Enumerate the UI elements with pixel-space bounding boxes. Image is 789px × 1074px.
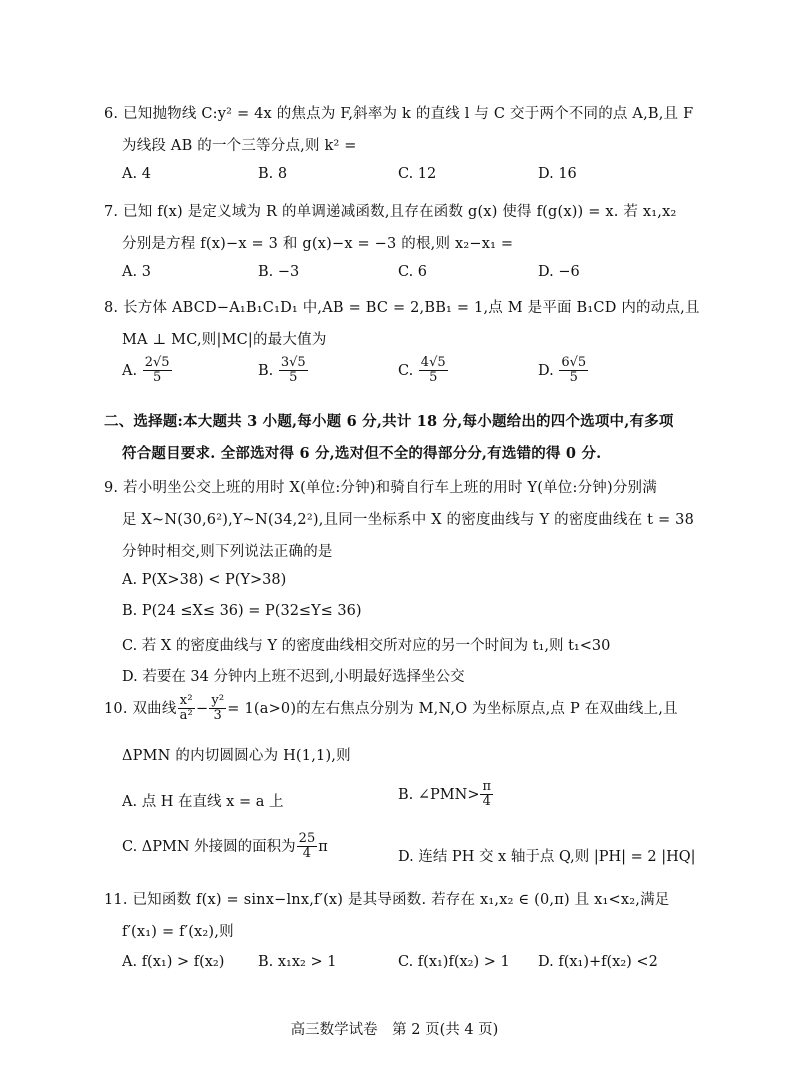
q10-minus-sign: − (195, 700, 209, 717)
q8-option-b-fraction (279, 356, 308, 386)
q8-option-d (538, 356, 589, 386)
q9-option-a: A. P(X>38) < P(Y>38) (122, 572, 287, 588)
q10-option-a: A. 点 H 在直线 x = a 上 (122, 794, 284, 810)
q10-fraction-x (178, 694, 195, 724)
q10-stem-prefix: 10. 双曲线 (104, 700, 177, 717)
q8-stem-line1: 8. 长方体 ABCD−A₁B₁C₁D₁ 中,AB = BC = 2,BB₁ = 1,点 M 是平面 B₁CD 内的动点,且 (104, 300, 700, 316)
q9-option-c: C. 若 X 的密度曲线与 Y 的密度曲线相交所对应的另一个时间为 t₁,则 t₁<30 (122, 638, 611, 654)
q11-option-c: C. f(x₁)f(x₂) > 1 (398, 954, 510, 970)
q8-option-a-numerator: 2√5 (144, 355, 170, 370)
q8-option-a-fraction (143, 356, 172, 386)
q8-option-d-denominator: 5 (569, 370, 578, 386)
q9-stem-line3: 分钟时相交,则下列说法正确的是 (122, 544, 333, 560)
q9-option-b: B. P(24 ≤X≤ 36) = P(32≤Y≤ 36) (122, 603, 362, 619)
q10-stem-line2: ΔPMN 的内切圆圆心为 H(1,1),则 (122, 748, 351, 764)
section2-heading-line2: 符合题目要求. 全部选对得 6 分,选对但不全的得部分分,有选错的得 0 分. (122, 445, 602, 462)
q7-stem-line2: 分别是方程 f(x)−x = 3 和 g(x)−x = −3 的根,则 x₂−x₁ = (122, 236, 514, 252)
q8-option-b (258, 356, 309, 386)
section2-heading-line1: 二、选择题:本大题共 3 小题,每小题 6 分,共计 18 分,每小题给出的四个选项中,有多项 (104, 413, 674, 430)
q10-option-d: D. 连结 PH 交 x 轴于点 Q,则 |PH| = 2 |HQ| (398, 849, 696, 865)
q10-frac2-numerator: y² (211, 693, 225, 708)
q10-frac2-denominator: 3 (213, 708, 223, 724)
q8-option-c (398, 356, 449, 386)
q6-option-d: D. 16 (538, 166, 577, 182)
q6-option-b: B. 8 (258, 166, 288, 182)
q8-option-c-denominator: 5 (429, 370, 438, 386)
q10-option-c-prefix: C. ΔPMN 外接圆的面积为 (122, 838, 296, 855)
q11-option-b: B. x₁x₂ > 1 (258, 954, 337, 970)
q10-option-c (122, 832, 328, 862)
q10-option-b-denominator: 4 (482, 794, 491, 810)
q10-frac1-numerator: x² (179, 693, 193, 708)
q10-stem-line1 (104, 694, 678, 724)
q8-option-c-numerator: 4√5 (420, 355, 446, 370)
q8-option-c-fraction (419, 356, 448, 386)
q10-option-b-numerator: π (482, 779, 492, 794)
q8-option-d-letter: D. (538, 362, 554, 379)
q10-option-b (398, 780, 494, 810)
q7-option-a: A. 3 (122, 264, 151, 280)
q6-option-c: C. 12 (398, 166, 437, 182)
q9-stem-line1: 9. 若小明坐公交上班的用时 X(单位:分钟)和骑自行车上班的用时 Y(单位:分钟)分别满 (104, 480, 657, 496)
q7-option-c: C. 6 (398, 264, 428, 280)
q8-option-d-numerator: 6√5 (561, 355, 587, 370)
q7-stem-line1: 7. 已知 f(x) 是定义域为 R 的单调递减函数,且存在函数 g(x) 使得 f(g(x)) = x. 若 x₁,x₂ (104, 204, 677, 220)
q10-stem-suffix: = 1(a>0)的左右焦点分别为 M,N,O 为坐标原点,点 P 在双曲线上,且 (227, 700, 678, 717)
page-footer: 高三数学试卷 第 2 页(共 4 页) (290, 1022, 499, 1038)
q8-option-d-fraction (559, 356, 588, 386)
q8-option-b-letter: B. (258, 362, 274, 379)
q8-option-a (122, 356, 173, 386)
q11-stem-line2: f′(x₁) = f′(x₂),则 (122, 924, 234, 940)
q10-option-c-denominator: 4 (302, 846, 312, 862)
q11-option-d: D. f(x₁)+f(x₂) <2 (538, 954, 658, 970)
q10-option-b-prefix: B. ∠PMN> (398, 786, 480, 803)
q10-option-c-suffix: π (318, 838, 328, 855)
q8-option-b-denominator: 5 (289, 370, 298, 386)
q10-option-c-fraction (297, 832, 318, 862)
q8-stem-line2: MA ⊥ MC,则|MC|的最大值为 (122, 332, 327, 348)
q8-option-c-letter: C. (398, 362, 414, 379)
q7-option-d: D. −6 (538, 264, 580, 280)
q9-option-d: D. 若要在 34 分钟内上班不迟到,小明最好选择坐公交 (122, 669, 465, 685)
q6-stem-line1: 6. 已知抛物线 C:y² = 4x 的焦点为 F,斜率为 k 的直线 l 与 C 交于两个不同的点 A,B,且 F (104, 106, 694, 122)
q8-option-a-denominator: 5 (152, 370, 162, 386)
q7-option-b: B. −3 (258, 264, 300, 280)
q11-stem-line1: 11. 已知函数 f(x) = sinx−lnx,f′(x) 是其导函数. 若存在 x₁,x₂ ∈ (0,π) 且 x₁<x₂,满足 (104, 892, 670, 908)
q10-frac1-denominator: a² (179, 708, 193, 724)
q10-option-b-fraction (480, 780, 493, 810)
q9-stem-line2: 足 X~N(30,6²),Y~N(34,2²),且同一坐标系中 X 的密度曲线与 Y 的密度曲线在 t = 38 (122, 512, 695, 528)
q11-option-a: A. f(x₁) > f(x₂) (122, 954, 225, 970)
q6-option-a: A. 4 (122, 166, 151, 182)
q6-stem-line2: 为线段 AB 的一个三等分点,则 k² = (122, 138, 357, 154)
q8-option-a-letter: A. (122, 362, 138, 379)
q10-option-c-numerator: 25 (298, 831, 316, 846)
q10-fraction-y (209, 694, 226, 724)
q8-option-b-numerator: 3√5 (280, 355, 306, 370)
